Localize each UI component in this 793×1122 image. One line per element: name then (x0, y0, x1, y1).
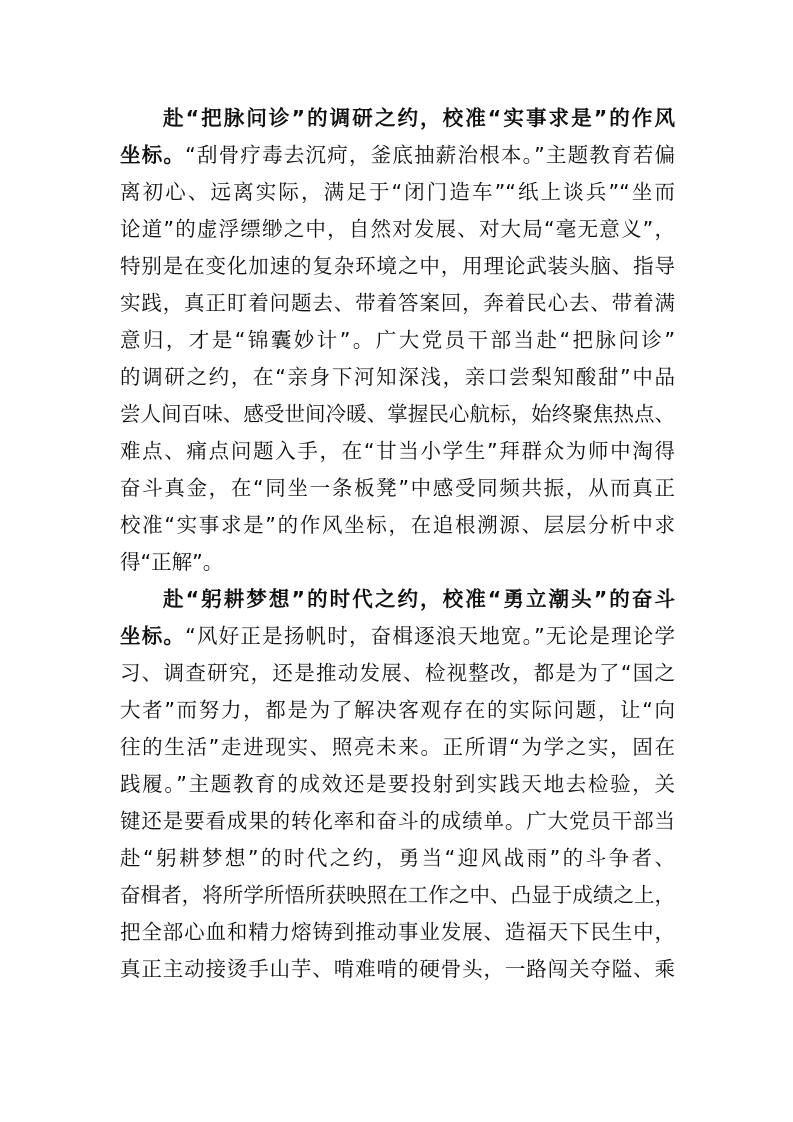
body-text: 赴“躬耕梦想”的时代之约，勇当“迎风战雨”的斗争者、 (120, 846, 675, 870)
text-line (120, 470, 675, 507)
text-line (120, 211, 675, 248)
document-body (120, 100, 675, 988)
body-text: 实践，真正盯着问题去、带着答案回，奔着民心去、带着满 (120, 291, 675, 315)
text-line (120, 914, 675, 951)
text-line (120, 655, 675, 692)
text-line (120, 248, 675, 285)
body-text: 往的生活”走进现实、照亮未来。正所谓“为学之实，固在 (120, 735, 675, 759)
text-line (120, 322, 675, 359)
text-line (120, 174, 675, 211)
text-line (120, 544, 675, 581)
body-text: 意归，才是“锦囊妙计”。广大党员干部当赴“把脉问诊” (120, 328, 675, 352)
body-text: 离初心、远离实际，满足于“闭门造车”“纸上谈兵”“坐而 (120, 180, 675, 204)
body-text: 把全部心血和精力熔铸到推动事业发展、造福天下民生中， (120, 920, 675, 944)
body-text: 键还是要看成果的转化率和奋斗的成绩单。广大党员干部当 (120, 809, 675, 833)
body-text: 尝人间百味、感受世间冷暖、掌握民心航标，始终聚焦热点、 (120, 402, 675, 426)
text-line (120, 766, 675, 803)
body-text: 的调研之约，在“亲身下河知深浅，亲口尝梨知酸甜”中品 (120, 365, 675, 389)
section-heading-continued: 坐标。 (120, 143, 186, 167)
text-line (120, 729, 675, 766)
text-line (120, 877, 675, 914)
text-line (120, 951, 675, 988)
section-heading: 赴“躬耕梦想”的时代之约，校准“勇立潮头”的奋斗 (163, 587, 675, 611)
text-line (120, 618, 675, 655)
body-text: 践履。”主题教育的成效还是要投射到实践天地去检验，关 (120, 772, 675, 796)
body-text: 大者”而努力，都是为了解决客观存在的实际问题，让“向 (120, 698, 675, 722)
text-line (120, 433, 675, 470)
paragraph (120, 581, 675, 988)
text-line (120, 840, 675, 877)
body-text: “刮骨疗毒去沉疴，釜底抽薪治根本。”主题教育若偏 (185, 143, 675, 167)
text-line (120, 581, 675, 618)
section-heading: 赴“把脉问诊”的调研之约，校准“实事求是”的作风 (163, 106, 675, 130)
text-line (120, 692, 675, 729)
body-text: 奋楫者，将所学所悟所获映照在工作之中、凸显于成绩之上， (120, 883, 675, 907)
text-line (120, 137, 675, 174)
text-line (120, 100, 675, 137)
text-line (120, 285, 675, 322)
text-line (120, 803, 675, 840)
body-text: 难点、痛点问题入手，在“甘当小学生”拜群众为师中淘得 (120, 439, 675, 463)
text-line (120, 507, 675, 544)
body-text: 真正主动接烫手山芋、啃难啃的硬骨头，一路闯关夺隘、乘 (120, 957, 675, 981)
body-text: 特别是在变化加速的复杂环境之中，用理论武装头脑、指导 (120, 254, 675, 278)
body-text: 论道”的虚浮缥缈之中，自然对发展、对大局“毫无意义”， (120, 217, 675, 241)
body-text: 奋斗真金，在“同坐一条板凳”中感受同频共振，从而真正 (120, 476, 675, 500)
body-text: 得“正解”。 (120, 550, 224, 574)
section-heading-continued: 坐标。 (120, 624, 186, 648)
text-line (120, 396, 675, 433)
text-line (120, 359, 675, 396)
paragraph (120, 100, 675, 581)
body-text: 校准“实事求是”的作风坐标，在追根溯源、层层分析中求 (120, 513, 675, 537)
body-text: “风好正是扬帆时，奋楫逐浪天地宽。”无论是理论学 (185, 624, 675, 648)
body-text: 习、调查研究，还是推动发展、检视整改，都是为了“国之 (120, 661, 675, 685)
